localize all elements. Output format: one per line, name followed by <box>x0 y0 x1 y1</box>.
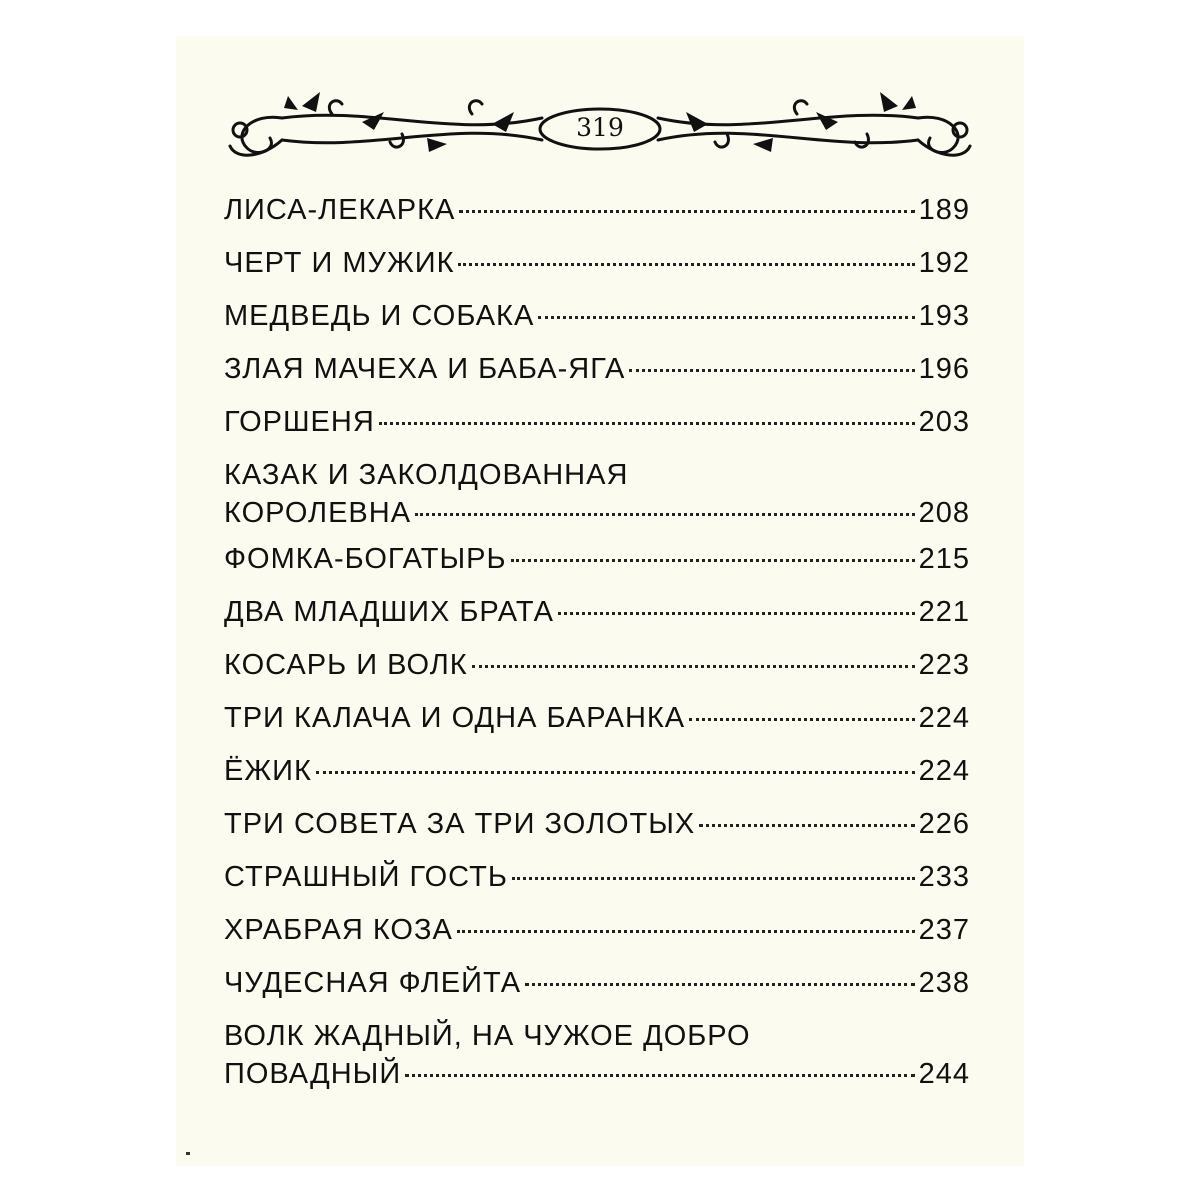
toc-entry[interactable] <box>224 290 970 343</box>
toc-entry-title: ФОМКА-БОГАТЫРЬ <box>224 543 507 575</box>
toc-entry-title: ЧЕРТ И МУЖИК <box>224 247 455 279</box>
toc-entry-page: 192 <box>918 247 970 279</box>
toc-entry-line <box>224 458 970 493</box>
toc-entry-title: ТРИ КАЛАЧА И ОДНА БАРАНКА <box>224 702 686 734</box>
dot-leader <box>525 983 915 986</box>
toc-entry-title: ЁЖИК <box>224 755 312 787</box>
toc-entry-title: СТРАШНЫЙ ГОСТЬ <box>224 861 508 893</box>
toc-entry-page: 221 <box>918 596 970 628</box>
toc-entry-title: ЗЛАЯ МАЧЕХА И БАБА-ЯГА <box>224 353 626 385</box>
toc-entry[interactable] <box>224 692 970 745</box>
toc-entry-title-line1: КАЗАК И ЗАКОЛДОВАННАЯ <box>224 459 629 491</box>
toc-entry-title-line2: КОРОЛЕВНА <box>224 497 412 529</box>
dot-leader <box>415 513 915 516</box>
toc-entry-page: 203 <box>918 406 970 438</box>
toc-entry[interactable] <box>224 904 970 957</box>
dot-leader <box>689 718 914 721</box>
print-speck <box>186 1152 190 1155</box>
toc-entry-title: ГОРШЕНЯ <box>224 406 375 438</box>
toc-entry-page: 215 <box>918 543 970 575</box>
dot-leader <box>538 316 914 319</box>
toc-entry[interactable] <box>224 957 970 1010</box>
dot-leader <box>699 824 914 827</box>
toc-entry-multiline[interactable] <box>224 1019 970 1094</box>
toc-entry-page: 223 <box>918 649 970 681</box>
toc-entry-page: 224 <box>918 755 970 787</box>
toc-entry-title: ХРАБРАЯ КОЗА <box>224 914 453 946</box>
toc-entry-title: ДВА МЛАДШИХ БРАТА <box>224 596 554 628</box>
dot-leader <box>459 210 914 213</box>
dot-leader <box>457 930 915 933</box>
toc-entry-line <box>224 493 970 533</box>
dot-leader <box>405 1074 914 1077</box>
toc-entry-page: 224 <box>918 702 970 734</box>
toc-entry[interactable] <box>224 343 970 396</box>
page-number: 319 <box>576 113 624 142</box>
toc-entry-page: 189 <box>918 194 970 226</box>
toc-entry-title: КОСАРЬ И ВОЛК <box>224 649 468 681</box>
toc-entry-title: ТРИ СОВЕТА ЗА ТРИ ЗОЛОТЫХ <box>224 808 696 840</box>
toc-entry[interactable] <box>224 184 970 237</box>
toc-entry-page: 238 <box>918 967 970 999</box>
dot-leader <box>316 771 915 774</box>
toc-entry-line <box>224 1054 970 1094</box>
toc-entry[interactable] <box>224 798 970 851</box>
toc-entry[interactable] <box>224 533 970 586</box>
toc-entry[interactable] <box>224 396 970 449</box>
toc-entry[interactable] <box>224 851 970 904</box>
toc-entry-title: ЛИСА-ЛЕКАРКА <box>224 194 456 226</box>
dot-leader <box>511 559 915 562</box>
dot-leader <box>558 612 915 615</box>
toc-entry-page: 208 <box>918 497 970 529</box>
toc-entry-page: 226 <box>918 808 970 840</box>
toc-entry-page: 233 <box>918 861 970 893</box>
toc-entry[interactable] <box>224 237 970 290</box>
toc-entry[interactable] <box>224 745 970 798</box>
toc-entry-line <box>224 1019 970 1054</box>
toc-entry-page: 237 <box>918 914 970 946</box>
toc-entry-multiline[interactable] <box>224 458 970 533</box>
toc-entry-title: ЧУДЕСНАЯ ФЛЕЙТА <box>224 967 522 999</box>
toc-entry[interactable] <box>224 586 970 639</box>
toc-entry-title-line2: ПОВАДНЫЙ <box>224 1058 402 1090</box>
toc-entry-page: 244 <box>918 1058 970 1090</box>
dot-leader <box>512 877 915 880</box>
dot-leader <box>472 665 915 668</box>
dot-leader <box>458 263 914 266</box>
dot-leader <box>629 369 914 372</box>
toc-entry-page: 196 <box>918 353 970 385</box>
page-header <box>222 88 978 178</box>
toc-entry-title-line1: ВОЛК ЖАДНЫЙ, НА ЧУЖОЕ ДОБРО <box>224 1020 751 1052</box>
dot-leader <box>379 422 915 425</box>
table-of-contents <box>224 184 970 1094</box>
toc-entry[interactable] <box>224 639 970 692</box>
toc-entry-title: МЕДВЕДЬ И СОБАКА <box>224 300 535 332</box>
toc-entry-page: 193 <box>918 300 970 332</box>
